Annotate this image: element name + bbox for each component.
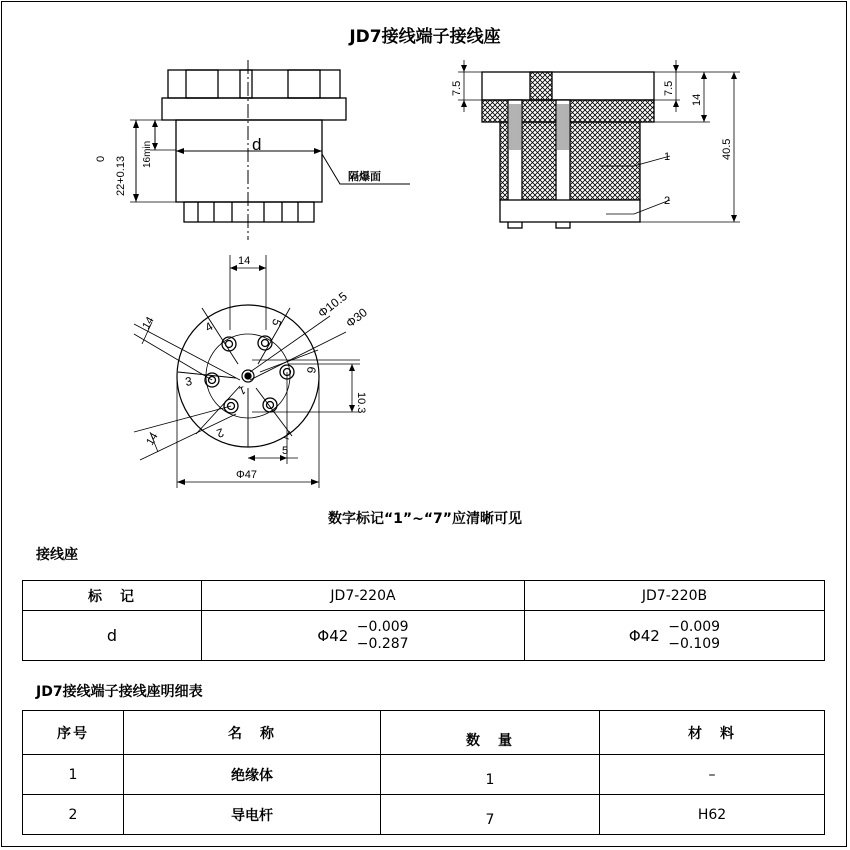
section-view bbox=[458, 60, 740, 228]
socket-table bbox=[22, 580, 825, 661]
header-qty: 数 量 bbox=[381, 711, 600, 755]
dim-5: 5 bbox=[282, 445, 289, 457]
dim-d-label: d bbox=[252, 135, 262, 154]
dim-7-5-left: 7.5 bbox=[451, 80, 463, 96]
row-mark-d: d bbox=[23, 611, 202, 661]
row1-name: 绝缘体 bbox=[124, 755, 381, 795]
side-view bbox=[130, 60, 410, 240]
dim-phi47: Φ47 bbox=[236, 469, 258, 481]
220a-limits bbox=[357, 619, 409, 653]
header-name: 名 称 bbox=[124, 711, 381, 755]
dim-7-5-right: 7.5 bbox=[663, 80, 675, 96]
pin-label-5: 5 bbox=[268, 316, 285, 329]
220b-upper: −0.009 bbox=[668, 618, 721, 635]
row1-no: 1 bbox=[23, 755, 124, 795]
parts-section-title: JD7接线端子接线座明细表 bbox=[36, 684, 203, 700]
dim-phi10-5: Φ10.5 bbox=[315, 289, 350, 321]
220b-nominal: Φ42 bbox=[628, 626, 660, 645]
pin-label-3: 3 bbox=[184, 374, 194, 389]
220a-nominal: Φ42 bbox=[317, 626, 349, 645]
row2-material: H62 bbox=[600, 795, 825, 835]
220b-limits bbox=[668, 619, 720, 653]
pin-label-1: 1 bbox=[237, 383, 248, 397]
header-mark: 标 记 bbox=[23, 581, 202, 611]
pin-label-4: 4 bbox=[202, 319, 216, 335]
dim-tolerance-lower-label: 0 bbox=[95, 155, 107, 162]
header-jd7-220b: JD7-220B bbox=[525, 581, 825, 611]
dim-14-section: 14 bbox=[691, 93, 703, 106]
table-row bbox=[23, 755, 825, 795]
row1-material: – bbox=[600, 755, 825, 795]
row2-no: 2 bbox=[23, 795, 124, 835]
socket-section-title: 接线座 bbox=[36, 547, 78, 563]
dim-16min-label: 16min bbox=[142, 140, 153, 168]
header-no: 序号 bbox=[23, 711, 124, 755]
dim-14-left: 14 bbox=[140, 314, 157, 332]
page-title: JD7接线端子接线座 bbox=[349, 27, 501, 47]
flameproof-face-label: 隔爆面 bbox=[348, 171, 381, 183]
cell-220a-tolerance bbox=[202, 611, 525, 661]
dim-14-top: 14 bbox=[238, 255, 251, 267]
220b-lower: −0.109 bbox=[668, 635, 721, 652]
pin-label-2: 2 bbox=[214, 425, 226, 441]
dim-40-5: 40.5 bbox=[721, 138, 733, 160]
220a-upper: −0.009 bbox=[356, 618, 409, 635]
dim-10-3: 10.3 bbox=[355, 392, 367, 414]
top-view bbox=[134, 255, 360, 488]
header-jd7-220a: JD7-220A bbox=[202, 581, 525, 611]
marking-note: 数字标记“1”~“7”应清晰可见 bbox=[327, 511, 523, 527]
row2-qty: 7 bbox=[381, 795, 600, 835]
dim-14-bottom: 14 bbox=[144, 430, 161, 448]
row1-qty: 1 bbox=[381, 755, 600, 795]
header-material: 材 料 bbox=[600, 711, 825, 755]
dim-tolerance-label: 22+0.13 bbox=[115, 155, 127, 196]
parts-table bbox=[22, 710, 825, 835]
cell-220b-tolerance bbox=[525, 611, 825, 661]
220a-lower: −0.287 bbox=[356, 635, 409, 652]
pin-label-6: 6 bbox=[303, 365, 319, 375]
callout-2: 2 bbox=[664, 195, 671, 207]
dim-phi30: Φ30 bbox=[343, 305, 370, 331]
callout-1: 1 bbox=[664, 151, 671, 163]
row2-name: 导电杆 bbox=[124, 795, 381, 835]
pin-label-7: 7 bbox=[281, 426, 294, 443]
table-row bbox=[23, 795, 825, 835]
